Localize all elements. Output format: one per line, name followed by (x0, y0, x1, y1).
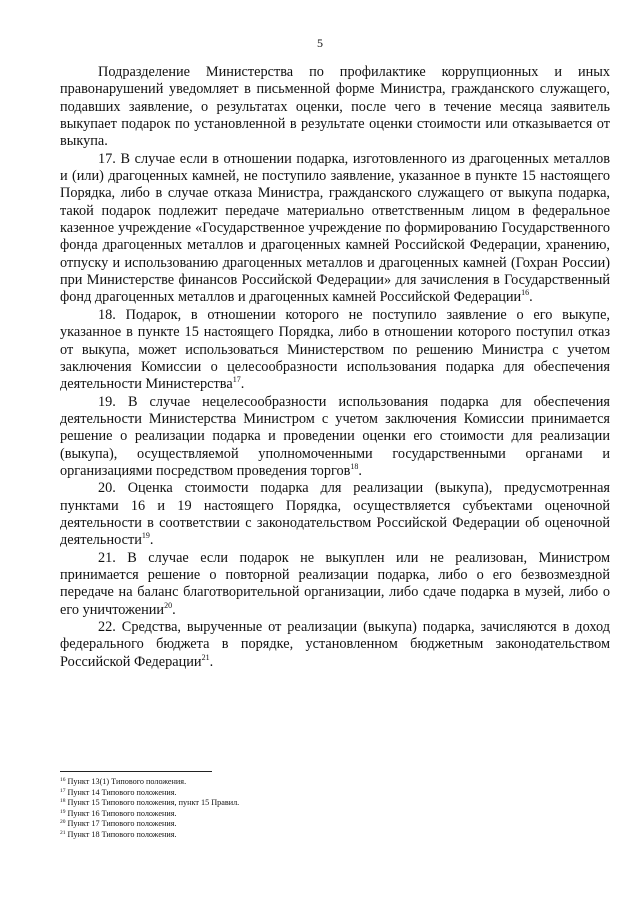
paragraph-19: 19. В случае нецелесообразности использования подарка для обеспечения деятельности Министерства Министром с учетом заключения Комиссии принимается решение о реализации подарка и проведении оценки его стоимости для реализации (выкупа), осуществляемой уполномоченными государственными органами и организациями посредством проведения торгов$^{18}$. (60, 393, 610, 479)
footnote-text: Пункт 18 Типового положения. (67, 829, 177, 839)
footnote-text: Пункт 14 Типового положения. (67, 787, 177, 797)
footnotes (60, 777, 610, 841)
document-body (60, 64, 610, 671)
footnote-number: 16 (60, 777, 66, 783)
paragraph-text: Подразделение Министерства по профилактике коррупционных и иных правонарушений уведомляет в письменной форме Министра, гражданского служащего, подавших заявление, о результатах оценки, после чего в течение месяца заявитель выкупает подарок по установленной в результате оценки стоимости или отказывается от выкупа. (60, 64, 610, 150)
paragraph-17: 17. В случае если в отношении подарка, изготовленного из драгоценных металлов и (или) драгоценных камней, не поступило заявление, указанное в пункте 15 настоящего Порядка, либо в случае отказа Министра, гражданского служащего от выкупа подарка, такой подарок подлежит передаче материально ответственным лицом в федеральное казенное учреждение «Государственное учреждение по формированию Государственного фонда драгоценных металлов и драгоценных камней Российской Федерации, хранению, отпуску и использованию драгоценных металлов и драгоценных камней (Гохран России) при Министерстве финансов Российской Федерации» для зачисления в Государственный фонд драгоценных металлов и драгоценных камней Российской Федерации$^{16}$. (60, 150, 610, 306)
footnote-ref: 19 (141, 531, 150, 541)
paragraph-16-continuation (60, 64, 610, 151)
paragraph-18: 18. Подарок, в отношении которого не поступило заявление о его выкупе, указанное в пункте 15 настоящего Порядка, либо в отношении которого поступил отказ от выкупа, может использоваться Министерством по решению Министра с учетом заключения Комиссии о целесообразности использования подарка для обеспечения деятельности Министерства$^{17}$. (60, 306, 610, 393)
footnote-ref: 17 (232, 375, 241, 385)
footnote-separator (60, 771, 212, 772)
paragraph-22: 22. Средства, вырученные от реализации (выкупа) подарка, зачисляются в доход федерального бюджета в порядке, установленном бюджетным законодательством Российской Федерации$^{21}$. (60, 619, 610, 670)
footnote-text: Пункт 17 Типового положения. (67, 819, 177, 829)
footnote-21 (60, 830, 610, 841)
footnote-ref: 16 (521, 288, 530, 298)
footnote-ref: 21 (201, 652, 210, 662)
footnote-ref: 20 (164, 600, 173, 610)
footnote-text: Пункт 13(1) Типового положения. (67, 777, 187, 786)
footnote-ref: 18 (350, 461, 359, 471)
footnote-text: Пункт 16 Типового положения. (67, 808, 177, 818)
footnote-17 (60, 788, 610, 799)
footnote-number: 20 (60, 819, 66, 826)
paragraph-20: 20. Оценка стоимости подарка для реализации (выкупа), предусмотренная пунктами 16 и 19 настоящего Порядка, осуществляется субъектами оценочной деятельности в соответствии с законодательством Российской Федерации об оценочной деятельности$^{19}$. (60, 480, 610, 549)
paragraph-text: 20. Оценка стоимости подарка для реализации (выкупа), предусмотренная пунктами 16 и 19 настоящего Порядка, осуществляется субъектами оценочной деятельности в соответствии с законодательством Российской Федерации об оценочной деятельности (60, 480, 610, 549)
footnote-text: Пункт 15 Типового положения, пункт 15 Правил. (67, 798, 240, 808)
paragraph-text: 22. Средства, вырученные от реализации (выкупа) подарка, зачисляются в доход федерального бюджета в порядке, установленном бюджетным законодательством Российской Федерации (60, 619, 610, 670)
footnote-number: 18 (60, 798, 66, 805)
footnote-16 (60, 777, 610, 788)
paragraph-text: 18. Подарок, в отношении которого не поступило заявление о его выкупе, указанное в пункте 15 настоящего Порядка, либо в отношении которого поступил отказ от выкупа, может использоваться Министерством по решению Министра с учетом заключения Комиссии о целесообразности использования подарка для обеспечения деятельности Министерства (60, 306, 610, 393)
footnote-number: 17 (60, 787, 66, 794)
footnote-number: 21 (60, 829, 66, 836)
footnote-18 (60, 798, 610, 809)
paragraph-text: 21. В случае если подарок не выкуплен или не реализован, Министром принимается решение о повторной реализации подарка, либо о его безвозмездной передаче на баланс благотворительной организации, либо сдаче подарка в музей, либо о его уничтожении (60, 549, 610, 618)
footnote-19 (60, 809, 610, 820)
page-number: 5 (317, 36, 323, 50)
footnote-20 (60, 819, 610, 830)
footnote-number: 19 (60, 808, 66, 815)
paragraph-text: 19. В случае нецелесообразности использования подарка для обеспечения деятельности Министерства Министром с учетом заключения Комиссии принимается решение о реализации подарка и проведении оценки его стоимости для реализации (выкупа), осуществляемой уполномоченными государственными органами и организациями посредством проведения торгов (60, 393, 610, 479)
paragraph-21: 21. В случае если подарок не выкуплен или не реализован, Министром принимается решение о повторной реализации подарка, либо о его безвозмездной передаче на баланс благотворительной организации, либо сдаче подарка в музей, либо о его уничтожении$^{20}$. (60, 549, 610, 618)
paragraph-text: 17. В случае если в отношении подарка, изготовленного из драгоценных металлов и (или) драгоценных камней, не поступило заявление, указанное в пункте 15 настоящего Порядка, либо в случае отказа Министра, гражданского служащего от выкупа подарка, такой подарок подлежит передаче материально ответственным лицом в федеральное казенное учреждение «Государственное учреждение по формированию Государственного фонда драгоценных металлов и драгоценных камней Российской Федерации, хранению, отпуску и использованию драгоценных металлов и драгоценных камней (Гохран России) при Министерстве финансов Российской Федерации» для зачисления в Государственный фонд драгоценных металлов и драгоценных камней Российской Федерации (60, 150, 610, 306)
